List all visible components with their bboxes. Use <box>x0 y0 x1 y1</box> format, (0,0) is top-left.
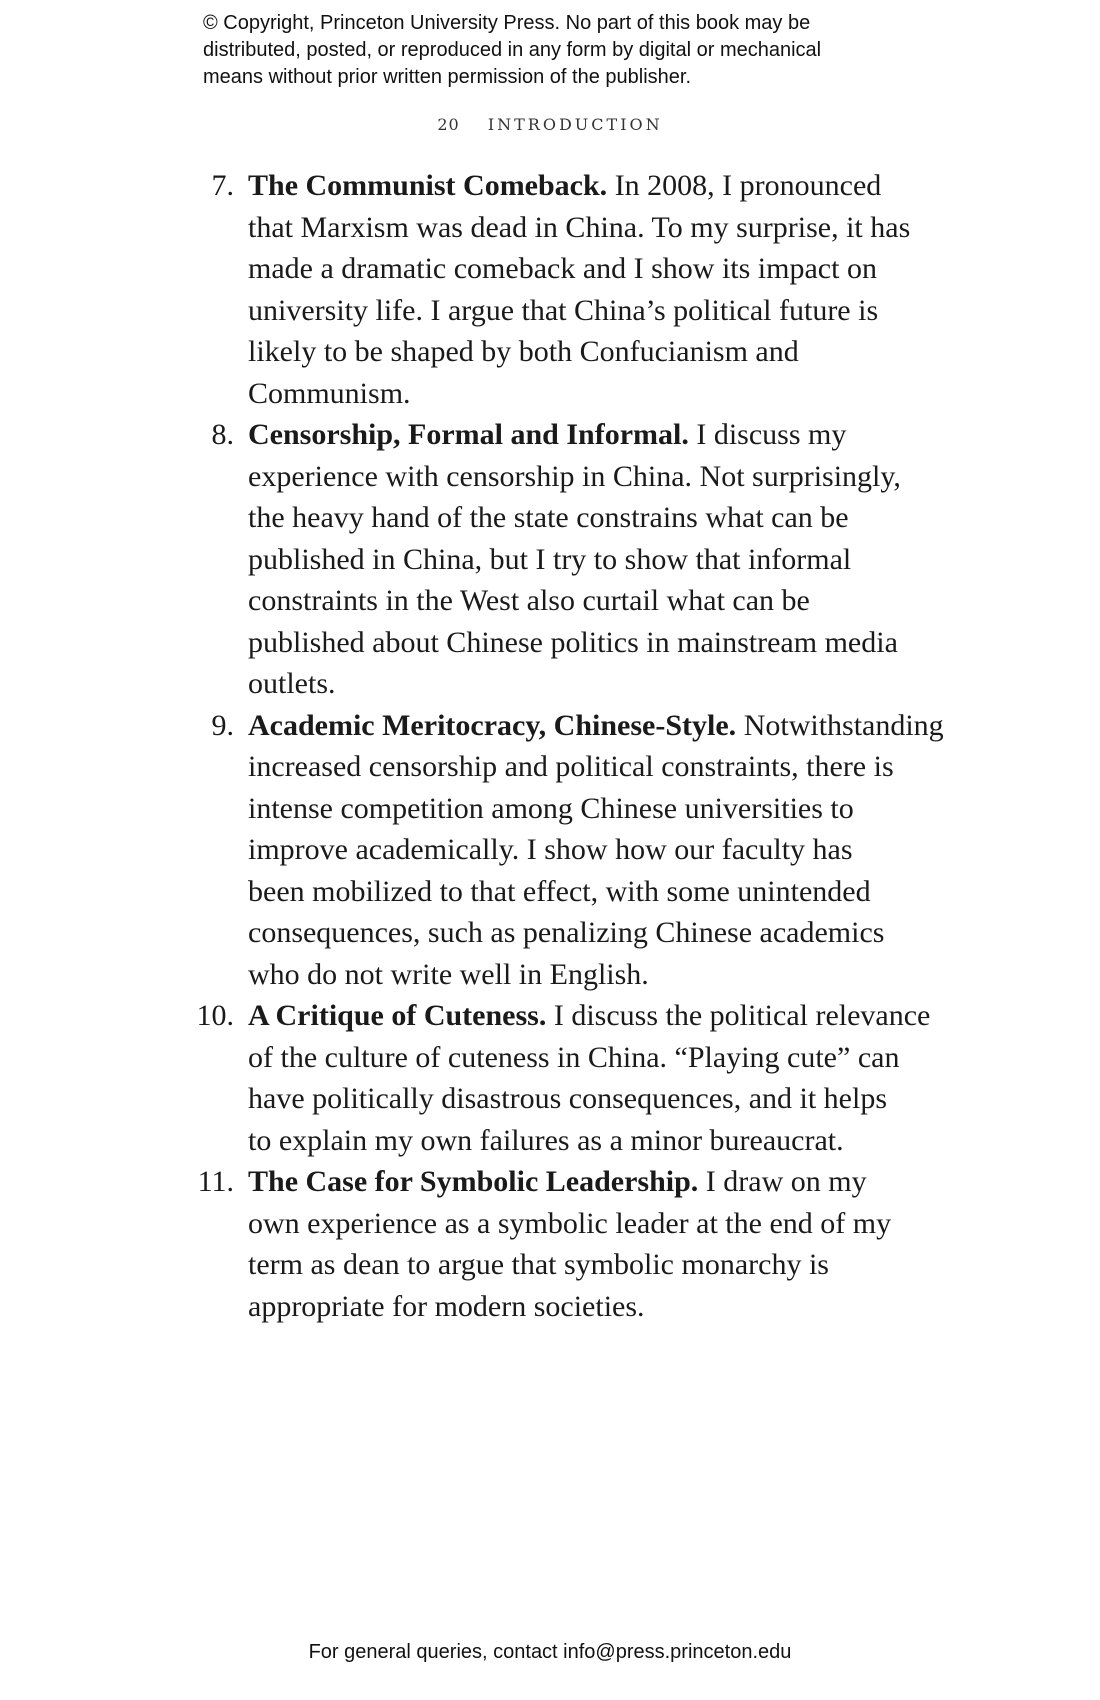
copyright-line-2: distributed, posted, or reproduced in any form by digital or mechanical <box>203 39 822 61</box>
item-text-line: of the culture of cuteness in China. “Playing cute” can <box>248 1040 900 1074</box>
item-first-line-text: I draw on my <box>705 1165 867 1198</box>
item-heading: Academic Meritocracy, Chinese-Style. <box>248 708 737 742</box>
item-first-line-text: In 2008, I pronounced <box>614 169 882 202</box>
list-item <box>190 165 950 414</box>
list-item <box>190 705 950 996</box>
copyright-notice <box>203 10 923 91</box>
item-first-line <box>248 995 950 1037</box>
item-heading: The Case for Symbolic Leadership. <box>248 1165 699 1198</box>
item-first-line <box>248 414 950 456</box>
copyright-line-3: means without prior written permission of the publisher. <box>203 66 692 88</box>
item-first-line-text: I discuss my <box>696 418 847 451</box>
item-text-line: improve academically. I show how our faculty has <box>248 833 853 866</box>
item-number: 10. <box>196 999 234 1032</box>
item-text-line: constraints in the West also curtail what can be <box>248 584 810 617</box>
item-text-line: to explain my own failures as a minor bureaucrat. <box>248 1123 844 1157</box>
item-text-line: outlets. <box>248 667 336 700</box>
item-number: 9. <box>211 708 234 742</box>
section-title: INTRODUCTION <box>487 115 663 134</box>
page-number: 20 <box>437 115 460 134</box>
list-item <box>190 1161 950 1327</box>
item-first-line-text: I discuss the political relevance <box>553 999 931 1032</box>
running-head <box>0 115 1100 134</box>
item-text-line: who do not write well in English. <box>248 957 649 991</box>
item-text-line: the heavy hand of the state constrains what can be <box>248 501 849 534</box>
item-text-line: published about Chinese politics in mainstream media <box>248 625 898 659</box>
item-text-line: Communism. <box>248 376 411 410</box>
item-text-line: been mobilized to that effect, with some unintended <box>248 874 871 908</box>
item-text-line: own experience as a symbolic leader at the end of my <box>248 1206 892 1240</box>
item-number: 8. <box>211 418 234 451</box>
item-heading: A Critique of Cuteness. <box>248 999 547 1032</box>
item-first-line-text: Notwithstanding <box>743 708 944 742</box>
item-heading: The Communist Comeback. <box>248 169 608 202</box>
item-text-line: that Marxism was dead in China. To my surprise, it has <box>248 210 911 244</box>
item-first-line <box>248 1161 950 1203</box>
item-text-line: likely to be shaped by both Confucianism and <box>248 335 799 368</box>
chapter-summary-list <box>190 165 950 1327</box>
item-text-line: have politically disastrous consequences, and it helps <box>248 1082 888 1115</box>
item-first-line <box>248 165 950 207</box>
copyright-line-1: © Copyright, Princeton University Press. No part of this book may be <box>203 12 811 34</box>
list-item <box>190 414 950 705</box>
item-text-line: intense competition among Chinese universities to <box>248 791 854 825</box>
item-text-line: university life. I argue that China’s political future is <box>248 293 879 327</box>
footer-contact: For general queries, contact info@press.princeton.edu <box>308 1641 792 1663</box>
item-text-line: term as dean to argue that symbolic monarchy is <box>248 1248 829 1281</box>
item-first-line <box>248 705 950 747</box>
item-text-line: consequences, such as penalizing Chinese academics <box>248 916 885 949</box>
item-text-line: made a dramatic comeback and I show its impact on <box>248 252 877 285</box>
list-item <box>190 995 950 1161</box>
item-text-line: increased censorship and political constraints, there is <box>248 750 894 783</box>
item-text-line: published in China, but I try to show that informal <box>248 542 852 576</box>
item-text-line: experience with censorship in China. Not surprisingly, <box>248 459 901 493</box>
item-number: 11. <box>197 1165 234 1198</box>
item-number: 7. <box>211 169 234 202</box>
item-heading: Censorship, Formal and Informal. <box>248 418 689 451</box>
item-text-line: appropriate for modern societies. <box>248 1289 645 1323</box>
